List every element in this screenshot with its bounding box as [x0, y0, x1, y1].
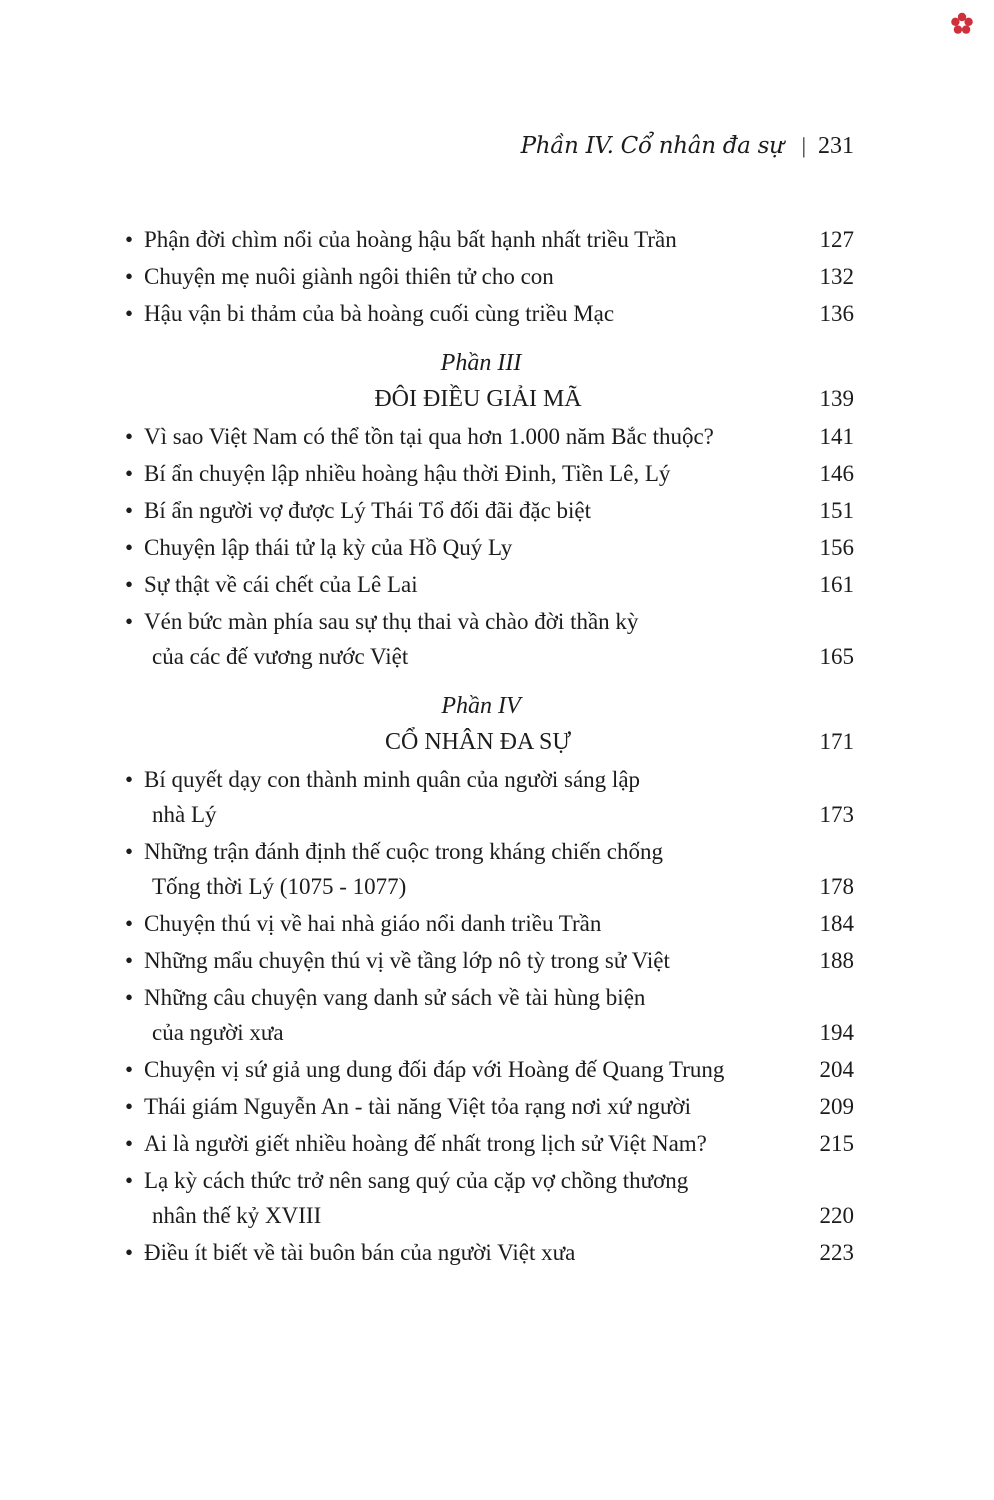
running-header-title: Phần IV. Cổ nhân đa sự: [520, 133, 784, 159]
toc-entry-page: 151: [819, 498, 854, 523]
toc-entry-title: Chuyện vị sứ giả ung dung đối đáp với Hoàng đế Quang Trung: [144, 1057, 725, 1082]
toc-entry-title-line-1: Lạ kỳ cách thức trở nên sang quý của cặp vợ chồng thương: [144, 1168, 689, 1193]
toc-entry[interactable]: [118, 1163, 854, 1235]
toc-entry-page: 146: [819, 461, 854, 486]
toc-entry-page: 173: [819, 802, 854, 827]
running-header: [520, 128, 854, 164]
part-4-heading-text: CỔ NHÂN ĐA SỰ: [385, 729, 571, 755]
toc-entry-title: [118, 1163, 798, 1233]
bullet-icon: •: [124, 1131, 134, 1156]
bullet-icon: •: [124, 498, 134, 523]
toc-entry-title: Sự thật về cái chết của Lê Lai: [144, 572, 418, 597]
toc-entry-page: 141: [819, 424, 854, 449]
toc-entry[interactable]: [118, 762, 854, 834]
part-4-label: Phần IV: [441, 693, 521, 719]
toc-entry-page: 132: [819, 264, 854, 289]
part-3-heading[interactable]: [118, 381, 854, 417]
toc-entry-title-line-2: nhân thế kỷ XVIII: [152, 1203, 322, 1228]
header-separator: |: [801, 133, 806, 158]
toc-entry[interactable]: [118, 1235, 854, 1272]
toc-entry-title: Vì sao Việt Nam có thể tồn tại qua hơn 1.000 năm Bắc thuộc?: [144, 424, 714, 449]
toc-entry-page: 209: [819, 1094, 854, 1119]
toc-entry[interactable]: [118, 493, 854, 530]
toc-entry-title-line-1: Vén bức màn phía sau sự thụ thai và chào đời thần kỳ: [144, 609, 639, 634]
toc-entry-title-line-2: Tống thời Lý (1075 - 1077): [152, 874, 407, 899]
toc-entry-title: Hậu vận bi thảm của bà hoàng cuối cùng triều Mạc: [144, 301, 615, 326]
table-of-contents: [118, 222, 854, 1272]
bullet-icon: •: [124, 839, 134, 864]
part-4-heading-page: 171: [819, 729, 854, 754]
toc-entry[interactable]: [118, 567, 854, 604]
toc-entry-title: Thái giám Nguyễn An - tài năng Việt tỏa rạng nơi xứ người: [144, 1094, 691, 1119]
bullet-icon: •: [124, 948, 134, 973]
bullet-icon: •: [124, 985, 134, 1010]
toc-entry-title: Chuyện mẹ nuôi giành ngôi thiên tử cho con: [144, 264, 554, 289]
toc-entry[interactable]: [118, 259, 854, 296]
toc-entry[interactable]: [118, 1089, 854, 1126]
toc-entry-page: 165: [819, 644, 854, 669]
toc-entry-title: [118, 834, 798, 904]
toc-entry-title-line-1: Bí quyết dạy con thành minh quân của người sáng lập: [144, 767, 641, 792]
toc-entry-title-line-1: Những trận đánh định thế cuộc trong kháng chiến chống: [144, 839, 663, 864]
part-3-heading-text: ĐÔI ĐIỀU GIẢI MÃ: [374, 386, 582, 412]
toc-entry-title: [118, 980, 798, 1050]
bullet-icon: •: [124, 767, 134, 792]
toc-entry[interactable]: [118, 530, 854, 567]
bullet-icon: •: [124, 911, 134, 936]
toc-entry-title-line-2: nhà Lý: [152, 802, 217, 827]
toc-entry-page: 127: [819, 227, 854, 252]
bullet-icon: •: [124, 301, 134, 326]
part-3-heading-page: 139: [819, 386, 854, 411]
toc-entry-title: Phận đời chìm nổi của hoàng hậu bất hạnh nhất triều Trần: [144, 227, 677, 252]
toc-entry[interactable]: [118, 834, 854, 906]
toc-entry-page: 178: [819, 874, 854, 899]
toc-entry-title: Những mẩu chuyện thú vị về tầng lớp nô tỳ trong sử Việt: [144, 948, 670, 973]
toc-entry[interactable]: [118, 604, 854, 676]
toc-entry-page: 194: [819, 1020, 854, 1045]
part-4-heading[interactable]: [118, 724, 854, 760]
bullet-icon: •: [124, 609, 134, 634]
toc-entry-title: Bí ẩn chuyện lập nhiều hoàng hậu thời Đinh, Tiền Lê, Lý: [144, 461, 671, 486]
toc-entry[interactable]: [118, 906, 854, 943]
bullet-icon: •: [124, 1240, 134, 1265]
page-number: 231: [818, 132, 854, 159]
toc-entry[interactable]: [118, 419, 854, 456]
bullet-icon: •: [124, 424, 134, 449]
toc-entry-page: 215: [819, 1131, 854, 1156]
toc-entry-page: 161: [819, 572, 854, 597]
bullet-icon: •: [124, 1168, 134, 1193]
bullet-icon: •: [124, 227, 134, 252]
bullet-icon: •: [124, 535, 134, 560]
toc-entry-title-line-1: Những câu chuyện vang danh sử sách về tài hùng biện: [144, 985, 646, 1010]
toc-entry-title-line-2: của người xưa: [152, 1020, 284, 1045]
toc-entry[interactable]: [118, 943, 854, 980]
part-3-label: Phần III: [440, 350, 522, 376]
toc-entry-title: [118, 604, 798, 674]
bullet-icon: •: [124, 461, 134, 486]
bullet-icon: •: [124, 572, 134, 597]
bullet-icon: •: [124, 1057, 134, 1082]
toc-entry-page: 184: [819, 911, 854, 936]
toc-entry-page: 136: [819, 301, 854, 326]
toc-entry-title-line-2: của các đế vương nước Việt: [152, 644, 409, 669]
toc-entry-page: 223: [819, 1240, 854, 1265]
toc-entry-title: Bí ẩn người vợ được Lý Thái Tổ đối đãi đặc biệt: [144, 498, 592, 523]
toc-entry-title: Điều ít biết về tài buôn bán của người Việt xưa: [144, 1240, 576, 1265]
toc-entry-page: 188: [819, 948, 854, 973]
toc-entry[interactable]: [118, 296, 854, 333]
toc-entry[interactable]: [118, 1052, 854, 1089]
bullet-icon: •: [124, 1094, 134, 1119]
toc-entry[interactable]: [118, 1126, 854, 1163]
bullet-icon: •: [124, 264, 134, 289]
toc-entry-title: [118, 762, 798, 832]
toc-entry-page: 204: [819, 1057, 854, 1082]
toc-entry[interactable]: [118, 222, 854, 259]
toc-entry-page: 156: [819, 535, 854, 560]
toc-entry[interactable]: [118, 456, 854, 493]
toc-entry-title: Chuyện lập thái tử lạ kỳ của Hồ Quý Ly: [144, 535, 513, 560]
toc-entry[interactable]: [118, 980, 854, 1052]
toc-entry-page: 220: [819, 1203, 854, 1228]
toc-entry-title: Chuyện thú vị về hai nhà giáo nổi danh triều Trần: [144, 911, 602, 936]
toc-entry-title: Ai là người giết nhiều hoàng đế nhất trong lịch sử Việt Nam?: [144, 1131, 707, 1156]
flower-ornament-icon: [948, 10, 976, 38]
